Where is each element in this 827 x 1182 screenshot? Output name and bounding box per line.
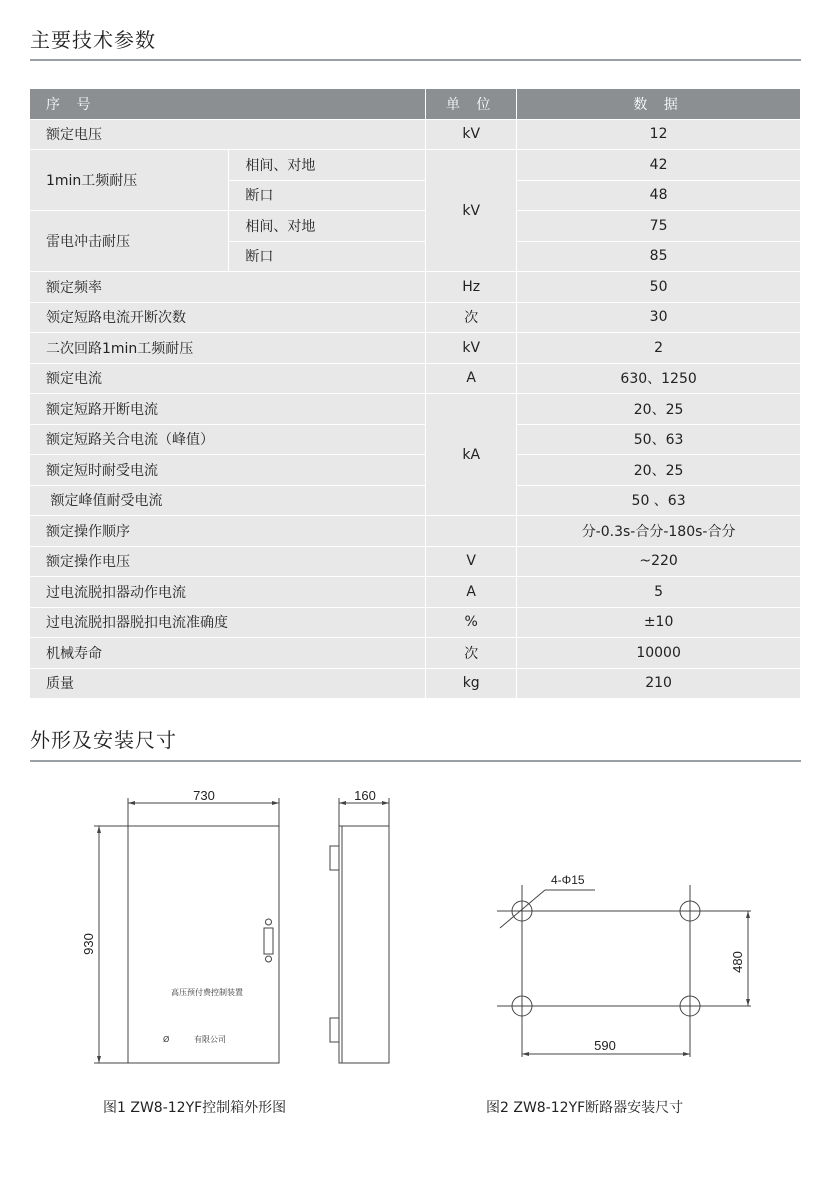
side-view-outline [339, 826, 389, 1063]
row-value: 75 [517, 211, 801, 242]
row-name: 额定峰值耐受电流 [30, 485, 426, 516]
row-value: 20、25 [517, 455, 801, 486]
row-value: 分-0.3s-合分-180s-合分 [517, 516, 801, 547]
row-unit: A [426, 363, 517, 394]
row-name: 过电流脱扣器动作电流 [30, 577, 426, 608]
row-unit: A [426, 577, 517, 608]
row-value: 5 [517, 577, 801, 608]
row-value: 2 [517, 333, 801, 364]
row-name: 过电流脱扣器脱扣电流准确度 [30, 607, 426, 638]
dim-width-label: 730 [193, 788, 215, 803]
row-subname: 相间、对地 [229, 211, 426, 242]
row-value: 12 [517, 119, 801, 150]
row-name: 额定电流 [30, 363, 426, 394]
row-unit: kA [426, 394, 517, 516]
row-name: 额定操作电压 [30, 546, 426, 577]
row-value: 210 [517, 668, 801, 699]
row-name: 额定操作顺序 [30, 516, 426, 547]
row-name: 额定短路开断电流 [30, 394, 426, 425]
row-unit: V [426, 546, 517, 577]
row-value: 10000 [517, 638, 801, 669]
row-name: 领定短路电流开断次数 [30, 302, 426, 333]
row-value: 48 [517, 180, 801, 211]
row-name: 额定短时耐受电流 [30, 455, 426, 486]
row-value: 50、63 [517, 424, 801, 455]
dim-horizontal-label: 590 [594, 1038, 616, 1053]
row-name: 1min工频耐压 [30, 150, 229, 211]
row-unit: 次 [426, 638, 517, 669]
row-value: 20、25 [517, 394, 801, 425]
row-name: 二次回路1min工频耐压 [30, 333, 426, 364]
hinge-bottom [330, 1018, 339, 1042]
hole-spec-label: 4-Φ15 [551, 873, 585, 887]
header-item: 序 号 [30, 89, 426, 119]
hinge-top [330, 846, 339, 870]
row-name: 质量 [30, 668, 426, 699]
row-unit: kV [426, 333, 517, 364]
row-name: 额定短路关合电流（峰值） [30, 424, 426, 455]
row-value: 630、1250 [517, 363, 801, 394]
lock-handle [264, 928, 273, 954]
row-name: 额定频率 [30, 272, 426, 303]
row-value: 50 、63 [517, 485, 801, 516]
row-unit: 次 [426, 302, 517, 333]
section-title-specs: 主要技术参数 [30, 28, 156, 52]
row-unit: kV [426, 119, 517, 150]
row-value: ~220 [517, 546, 801, 577]
row-name: 机械寿命 [30, 638, 426, 669]
lock-bottom-screw [266, 956, 272, 962]
row-subname: 断口 [229, 180, 426, 211]
dim-height-label: 930 [81, 933, 96, 955]
row-name: 雷电冲击耐压 [30, 211, 229, 272]
maker-logo: Ø [163, 1035, 170, 1044]
row-unit: kg [426, 668, 517, 699]
header-unit: 单 位 [426, 89, 517, 119]
header-value: 数 据 [517, 89, 801, 119]
row-value: ±10 [517, 607, 801, 638]
row-value: 50 [517, 272, 801, 303]
row-subname: 断口 [229, 241, 426, 272]
panel-label: 高压预付费控制装置 [171, 988, 243, 997]
row-value: 42 [517, 150, 801, 181]
maker-label: 有限公司 [194, 1035, 226, 1044]
figure2-caption: 图2 ZW8-12YF断路器安装尺寸 [486, 1100, 684, 1116]
front-view-outline [128, 826, 279, 1063]
section-title-dimensions: 外形及安装尺寸 [30, 728, 177, 752]
dim-vertical-label: 480 [730, 951, 745, 973]
row-value: 30 [517, 302, 801, 333]
row-unit: % [426, 607, 517, 638]
lock-top-screw [266, 919, 272, 925]
row-value: 85 [517, 241, 801, 272]
row-subname: 相间、对地 [229, 150, 426, 181]
figure1-caption: 图1 ZW8-12YF控制箱外形图 [103, 1100, 287, 1116]
row-name: 额定电压 [30, 119, 426, 150]
dim-depth-label: 160 [354, 788, 376, 803]
row-unit: Hz [426, 272, 517, 303]
row-unit: kV [426, 150, 517, 272]
